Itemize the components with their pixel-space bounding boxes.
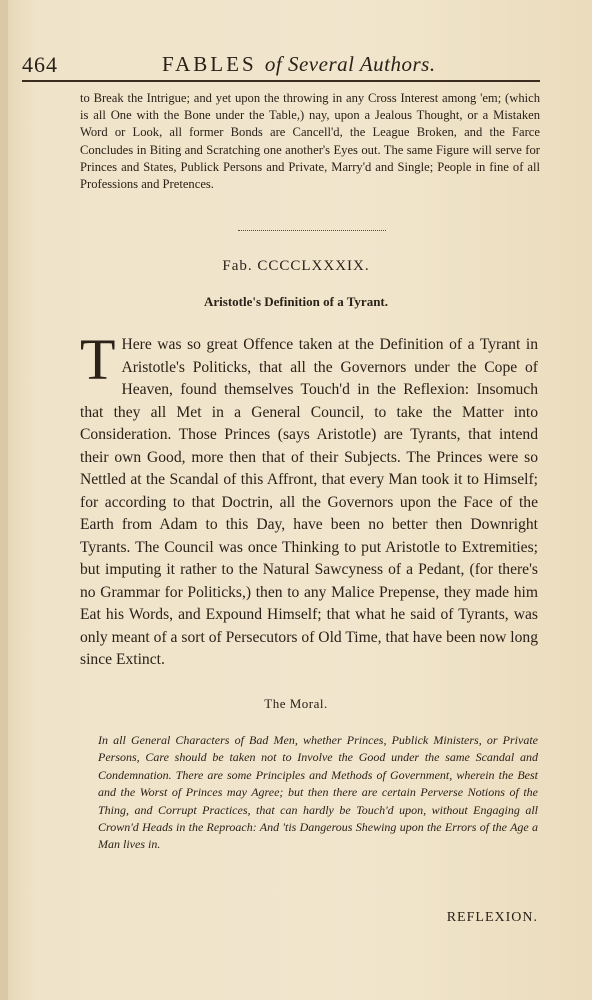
page-edge-shadow xyxy=(0,0,8,1000)
page-number: 464 xyxy=(22,52,58,77)
running-title xyxy=(162,52,436,77)
moral-paragraph: In all General Characters of Bad Men, whether Princes, Publick Ministers, or Private Persons, Care should be taken not to Involve the Good under the same Scandal and Condemnation. There are some Principles and Methods of Government, wherein the Best and the Worst of Princes may Agree; but then there are certain Perverse Notions of the Thing, and Corrupt Practices, that can hardly be Touch'd upon, without Engaging all Crown'd Heads in the Reproach: And 'tis Dangerous Shewing upon the Errors of the Age a Man lives in. xyxy=(98,733,538,852)
moral-text xyxy=(98,732,538,854)
moral-heading: The Moral. xyxy=(264,696,328,711)
running-title-italic: of Several Authors. xyxy=(264,52,436,76)
previous-fable-text: to Break the Intrigue; and yet upon the throwing in any Cross Interest among 'em; (which is all One with the Bone under the Table,) nay, upon a Jealous Thought, or a Mistaken Word or Look, all former Bonds are Cancell'd, the League Broken, and the Farce Concludes in Biting and Scratching one another's Eyes out. The same Figure will serve for Princes and States, Publick Persons and Private, Marry'd and Single; People in fine of all Professions and Pretences. xyxy=(80,91,540,192)
running-title-upright: FABLES xyxy=(162,52,257,76)
page-header xyxy=(22,52,542,82)
catchword: REFLEXION. xyxy=(446,910,538,925)
header-rule xyxy=(22,80,540,82)
drop-cap: T xyxy=(80,327,116,392)
section-divider xyxy=(238,230,386,231)
fable-body xyxy=(80,327,538,672)
fable-subtitle: Aristotle's Definition of a Tyrant. xyxy=(203,294,389,309)
fable-title: Fab. CCCCLXXXIX. xyxy=(222,258,370,274)
fable-text: Here was so great Offence taken at the Definition of a Tyrant in Aristotle's Politicks, that all the Governors under the Cope of Heaven, found themselves Touch'd in the Reflexion: Insomuch that they all Met in a General Council, to take the Matter into Consideration. Those Princes (says Aristotle) are Tyrants, that intend their own Good, more then that of their Subjects. The Princes were so Nettled at the Scandal of this Affront, that every Man took it to Himself; for according to that Doctrin, all the Governors upon the Face of the Earth from Adam to this Day, have been no better then Downright Tyrants. The Council was once Thinking to put Aristotle to Extremities; but imputing it rather to the Natural Sawcyness of a Pedant, (for there's no Grammar for Politicks,) then to any Malice Prepense, they made him Eat his Words, and Expound Himself; that what he said of Tyrants, was only meant of a sort of Persecutors of Old Time, that have been now long since Extinct. xyxy=(80,336,538,668)
previous-fable-conclusion xyxy=(80,90,540,193)
